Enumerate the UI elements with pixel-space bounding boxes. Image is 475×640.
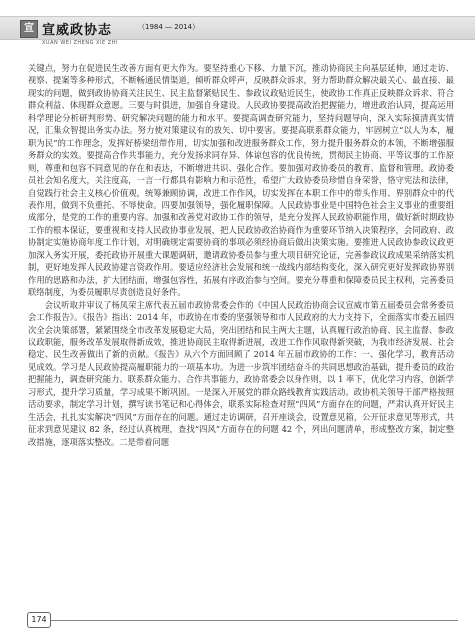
book-subtitle-pinyin: XUAN WEI ZHENG XIE ZHI — [42, 40, 118, 46]
book-years: （1984 — 2014） — [138, 23, 200, 31]
book-title: 宣威政协志 — [42, 23, 113, 38]
paragraph-1: 关键点，努力在促进民生改善方面有更大作为。要坚持重心下移、力量下沉，推动协商民主向基层延伸，通过走访、视察、提案等多种形式，不断畅通民情渠道，倾听群众呼声，反映群众诉求，努力帮助群众解决最关心、最直接、最现实的问题，做到政协协商关注民生、民主监督紧贴民生、参政议政贴近民生，使政协工作真正反映群众诉求、符合群众利益、体现群众意愿。三要与时俱进，加强自身建设。人民政协要提高政治把握能力，增进政治认同，提高运用科学理论分析研判形势、研究解决问题的能力和水平。要提高调查研究能力，坚持问题导向，深入实际摸清真实情况，汇集众智提出务实办法。努力使对策建议有的放矢、切中要害。要提高联系群众能力，牢固树立“以人为本，履职为民”的工作理念，发挥好桥梁纽带作用，切实加强和改进服务群众工作，努力提升服务群众的本领，不断增强服务群众的实效。要提高合作共事能力，充分发扬求同存异、体谅包容的优良传统，贯彻民主协商、平等议事的工作原则，尊重和包容不同意见的存在和表达，不断增进共识、强化合作。要加强对政协委员的教育、监督和管理。政协委员社会知名度大，关注度高，一言一行都具有影响力和示范性，希望广大政协委员珍惜自身荣誉，恪守宪法和法律，自觉践行社会主义核心价值观，统筹兼顾协调，改进工作作风，切实发挥在本职工作中的带头作用、界别群众中的代表作用，做到不负重托、不辱使命。四要加强领导，强化履职保障。人民政协事业是中国特色社会主义事业的重要组成部分，是党的工作的重要内容。加强和改善党对政协工作的领导，是充分发挥人民政协职能作用，做好新时期政协工作的根本保证，要重视和支持人民政协事业发展，把人民政协政治协商作为重要环节纳入决策程序，会同政府、政协制定实施协商年度工作计划，对明确规定需要协商的事项必须经协商后做出决策实施。要推进人民政协参政议政更加深入务实开展，委托政协开展重大课题调研，邀请政协委员参与重大项目研究论证，完善参政议政成果采纳落实机制，更好地发挥人民政协建言资政作用。要适应经济社会发展和统一战线内部结构变化，深入研究更好发挥政协界别作用的思路和办法，扩大团结面，增强包容性，拓展有序政治参与空间。要充分尊重和保障委员民主权利，完善委员联络制度，为委员履职尽责创造良好条件。 — [28, 63, 454, 298]
body-text — [28, 62, 454, 448]
book-logo-icon: 宣 — [20, 20, 38, 38]
page-number: 174 — [27, 612, 51, 628]
footer-rule — [28, 620, 458, 621]
paragraph-2: 会议听取并审议了杨凤荣主席代表五届市政协常委会作的《中国人民政治协商会议宣威市第五届委员会常务委员会工作报告》。《报告》指出：2014 年，市政协在市委的坚强领导和市人民政府的大力支持下，全面落实市委五届四次全会决策部署，紧紧围绕全市改革发展稳定大局，突出团结和民主两大主题，认真履行政治协商、民主监督、参政议政职能，服务改革发展取得新成效，推进协商民主取得新进展，改进工作作风取得新突破，为我市经济发展、社会稳定、民生改善做出了新的贡献。《报告》从六个方面回顾了 2014 年五届市政协的工作：一、强化学习，教育活动见成效。学习是人民政协提高履职能力的一项基本功。为进一步筑牢团结奋斗的共同思想政治基础，提升委员的政治把握能力，调查研究能力、联系群众能力、合作共事能力，政协常委会以身作则，以 1 率下，优化学习内容，创新学习形式，提升学习质量，学习成果不断巩固。一是深入开展党的群众路线教育实践活动。政协机关领导干部严格按照活动要求，制定学习计划，撰写读书笔记和心得体会，联系实际检查对照“四风”方面存在的问题，严肃认真开好民主生活会，扎扎实实解决“四风”方面存在的问题。通过走访调研，召开座谈会，设置意见箱，公开征求意见等形式，共征求到意见建议 82 条，经过认真梳理，查找“四风”方面存在的问题 42 个，列出问题清单，形成整改方案，制定整改措施，逐项落实整改。二是带着问题 — [28, 299, 454, 447]
page-header — [0, 0, 475, 60]
